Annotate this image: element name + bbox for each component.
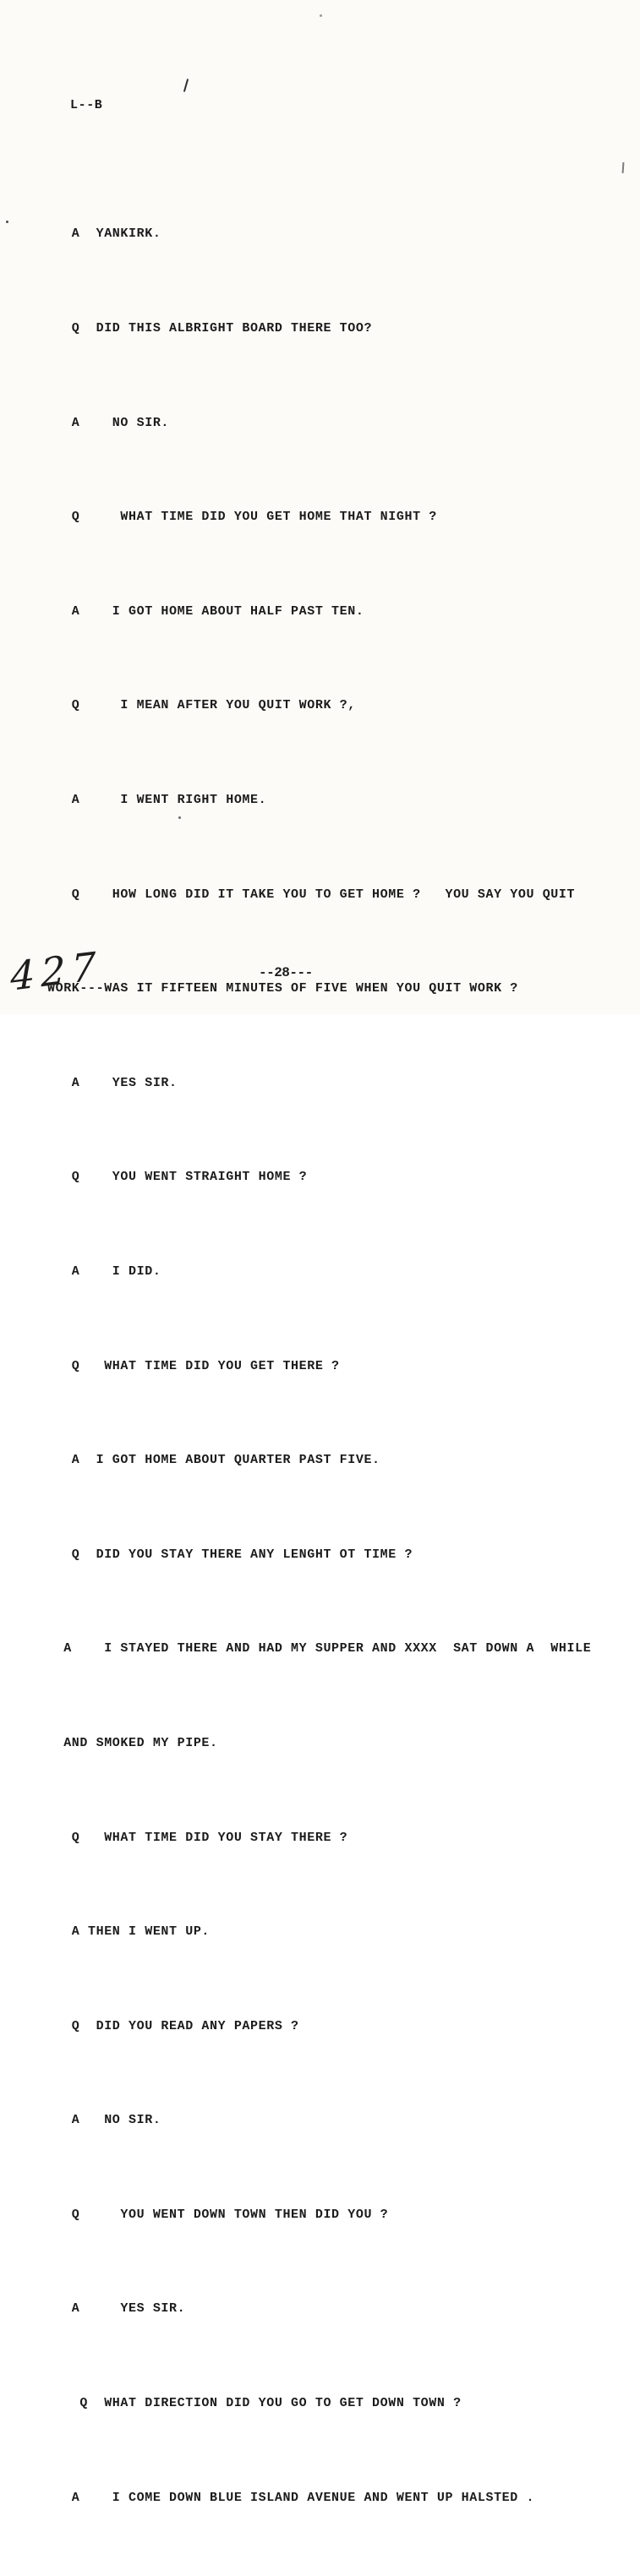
transcript-line: Q YOU WENT STRAIGHT HOME ? xyxy=(47,1170,308,1185)
scan-speck-icon xyxy=(320,14,322,17)
transcript-line: Q YOU WENT DOWN TOWN THEN DID YOU ? xyxy=(47,2207,389,2222)
transcript-body xyxy=(47,156,639,2576)
transcript-line: A I GOT HOME ABOUT QUARTER PAST FIVE. xyxy=(47,1453,380,1468)
header-label: L--B xyxy=(70,98,103,112)
transcript-line: AND SMOKED MY PIPE. xyxy=(47,1735,218,1750)
transcript-line: A NO SIR. xyxy=(47,2113,161,2128)
handwritten-page-number: 427 xyxy=(9,942,102,1000)
page-number: --28--- xyxy=(259,965,313,980)
transcript-line: Q WHAT TIME DID YOU GET HOME THAT NIGHT ? xyxy=(47,510,437,525)
transcript-line: Q WHAT TIME DID YOU STAY THERE ? xyxy=(47,1830,348,1845)
transcript-line: Q I MEAN AFTER YOU QUIT WORK ?, xyxy=(47,698,356,713)
transcript-line: A I WENT RIGHT HOME. xyxy=(47,792,267,807)
transcript-line: WORK---WAS IT FIFTEEN MINUTES OF FIVE WHEN YOU QUIT WORK ? xyxy=(47,981,518,996)
transcript-line: A I COME DOWN BLUE ISLAND AVENUE AND WENT UP HALSTED . xyxy=(47,2490,535,2505)
transcript-line: Q WHAT DIRECTION DID YOU GO TO GET DOWN TOWN ? xyxy=(47,2396,462,2411)
transcript-line: Q DID YOU STAY THERE ANY LENGHT OT TIME ? xyxy=(47,1547,413,1562)
transcript-line: A NO SIR. xyxy=(47,415,170,430)
transcript-line: A YES SIR. xyxy=(47,2301,186,2317)
transcript-line: A YES SIR. xyxy=(47,1075,178,1090)
transcript-line: A I DID. xyxy=(47,1263,161,1279)
transcript-line: Q DID THIS ALBRIGHT BOARD THERE TOO? xyxy=(47,321,373,336)
transcript-line: A YANKIRK. xyxy=(47,226,161,242)
transcript-line: A THEN I WENT UP. xyxy=(47,1924,211,1940)
transcript-line: A I GOT HOME ABOUT HALF PAST TEN. xyxy=(47,603,364,619)
transcript-line: A I STAYED THERE AND HAD MY SUPPER AND XXXX SAT DOWN A WHILE xyxy=(47,1641,592,1656)
pen-slash-mark-icon xyxy=(183,79,189,92)
transcript-line: Q HOW LONG DID IT TAKE YOU TO GET HOME ? YOU SAY YOU QUIT xyxy=(47,887,576,902)
transcript-line: Q DID YOU READ ANY PAPERS ? xyxy=(47,2018,299,2033)
transcript-line: Q WHAT TIME DID YOU GET THERE ? xyxy=(47,1358,340,1373)
scan-speck-icon xyxy=(6,221,8,223)
